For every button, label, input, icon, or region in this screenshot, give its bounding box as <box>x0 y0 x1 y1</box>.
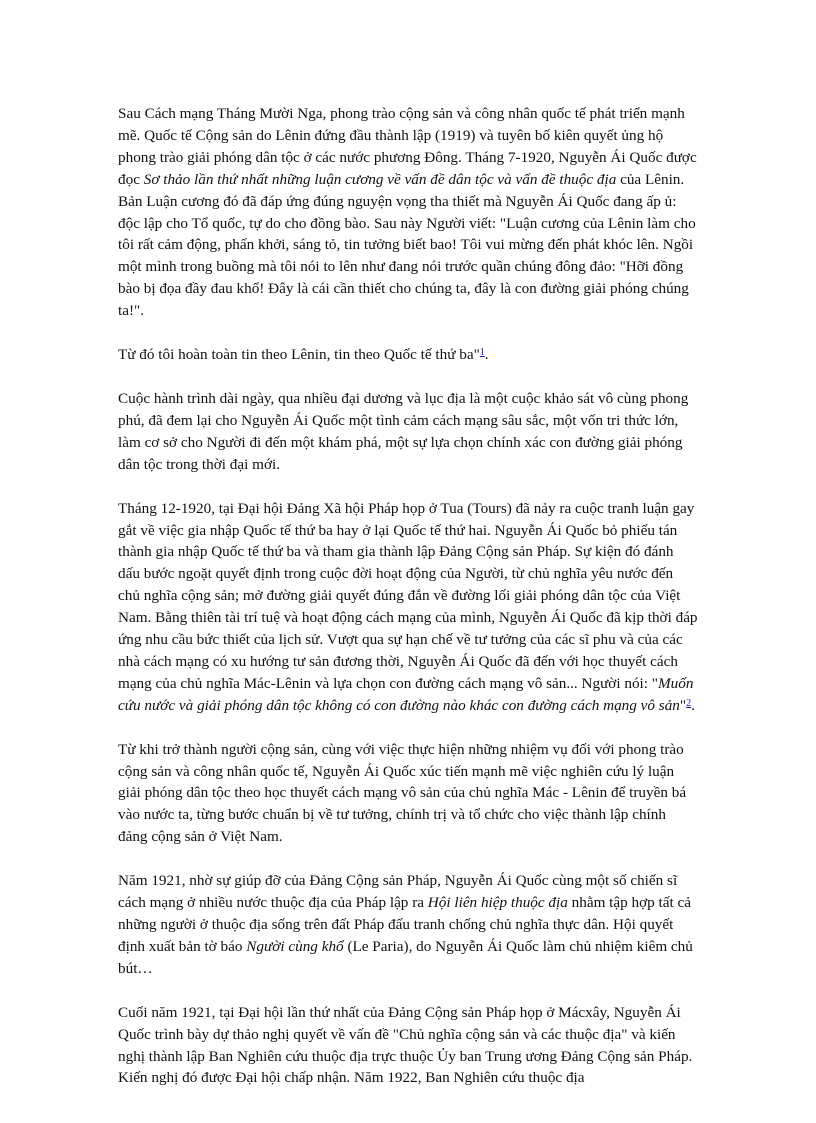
text: (Le Paria), do Nguyễn Ái Quốc làm chủ nhiệm kiêm chủ bút… <box>118 937 693 977</box>
paragraph-tours-congress <box>118 498 698 717</box>
text: Năm 1921, nhờ sự giúp đỡ của Đảng Cộng sản Pháp, Nguyễn Ái Quốc cùng một số chiến sĩ cách mạng ở nhiều nước thuộc địa của Pháp lập ra <box>118 872 678 912</box>
text: Tháng 12-1920, tại Đại hội Đảng Xã hội Pháp họp ở Tua (Tours) đã nảy ra cuộc tranh luận gay gắt về việc gia nhập Quốc tế thứ ba hay ở lại Quốc tế thứ hai. Nguyễn Ái Quốc bỏ phiếu tán thành gia nhập Quốc tế thứ ba và tham gia thành lập Đảng Cộng sản Pháp. Sự kiện đó đánh dấu bước ngoặt quyết định trong cuộc đời hoạt động của Người, từ chủ nghĩa yêu nước đến chủ nghĩa cộng sản; mở đường giải quyết đúng đắn về đường lối giải phóng dân tộc của Việt Nam. Bằng thiên tài trí tuệ và hoạt động cách mạng của mình, Nguyễn Ái Quốc đã kịp thời đáp ứng nhu cầu bức thiết của lịch sử. Vượt qua sự hạn chế về tư tưởng của các sĩ phu và của các nhà cách mạng có xu hướng tư sản đương thời, Nguyễn Ái Quốc đã đến với học thuyết cách mạng của chủ nghĩa Mác-Lênin và lựa chọn con đường cách mạng vô sản... Người nói: " <box>118 499 698 692</box>
text: . <box>484 346 489 364</box>
paragraph-lenin-theses <box>118 103 698 322</box>
text: nhằm tập hợp tất cả những người ở thuộc địa sống trên đất Pháp đấu tranh chống chủ nghĩa thực dân. Hội quyết định xuất bản tờ báo <box>118 894 692 955</box>
paragraph-1921-union <box>118 870 698 980</box>
text: . <box>691 696 695 714</box>
text: Cuối năm 1921, tại Đại hội lần thứ nhất của Đảng Cộng sản Pháp họp ở Mácxây, Nguyễn Ái Quốc trình bày dự thảo nghị quyết về vấn đề "Chủ nghĩa cộng sản và các thuộc địa" và kiến nghị thành lập Ban Nghiên cứu thuộc địa trực thuộc Ủy ban Trung ương Đảng Cộng sản Pháp. Kiến nghị đó được Đại hội chấp nhận. Năm 1922, Ban Nghiên cứu thuộc địa <box>118 1003 693 1087</box>
footnote-link-1[interactable]: 1 <box>479 347 485 359</box>
text: " <box>679 696 687 714</box>
paragraph-communist <box>118 739 698 849</box>
paragraph-quote-end <box>118 344 698 366</box>
text: Sau Cách mạng Tháng Mười Nga, phong trào cộng sản và công nhân quốc tế phát triển mạnh mẽ. Quốc tế Cộng sản do Lênin đứng đầu thành lập (1919) và tuyên bố kiên quyết ủng hộ phong trào giải phóng dân tộc ở các nước phương Đông. Tháng 7-1920, Nguyễn Ái Quốc được đọc <box>118 105 697 188</box>
document-body <box>118 103 698 1111</box>
footnote-link-2[interactable]: 2 <box>686 697 692 709</box>
italic-newspaper-name: Người cùng khổ <box>246 937 344 955</box>
text: Từ khi trở thành người cộng sản, cùng với việc thực hiện những nhiệm vụ đối với phong trào cộng sản và công nhân quốc tế, Nguyễn Ái Quốc xúc tiến mạnh mẽ việc nghiên cứu lý luận giải phóng dân tộc theo học thuyết cách mạng vô sản của chủ nghĩa Mác - Lênin để truyền bá vào nước ta, từng bước chuẩn bị về tư tưởng, chính trị và tổ chức cho việc thành lập chính đảng cộng sản ở Việt Nam. <box>118 740 687 846</box>
italic-org-name: Hội liên hiệp thuộc địa <box>427 894 568 912</box>
paragraph-journey <box>118 388 698 476</box>
text: của Lênin. Bản Luận cương đó đã đáp ứng đúng nguyện vọng tha thiết mà Nguyễn Ái Quốc đang ấp ủ: độc lập cho Tổ quốc, tự do cho đồng bào. Sau này Người viết: "Luận cương của Lênin làm cho tôi rất cảm động, phấn khởi, sáng tỏ, tin tưởng biết bao! Tôi vui mừng đến phát khóc lên. Ngồi một mình trong buồng mà tôi nói to lên như đang nói trước quần chúng đông đảo: "Hỡi đồng bào bị đọa đầy đau khổ! Đây là cái cần thiết cho chúng ta, đây là con đường giải phóng chúng ta!". <box>118 170 696 320</box>
text: Cuộc hành trình dài ngày, qua nhiều đại dương và lục địa là một cuộc khảo sát vô cùng phong phú, đã đem lại cho Nguyễn Ái Quốc một tình cảm cách mạng sâu sắc, một vốn tri thức lớn, làm cơ sở cho Người đi đến một khám phá, một sự lựa chọn chính xác con đường giải phóng dân tộc trong thời đại mới. <box>118 389 689 473</box>
italic-quote: Muốn cứu nước và giải phóng dân tộc không có con đường nào khác con đường cách mạng vô sản <box>118 674 694 714</box>
italic-title: Sơ thảo lần thứ nhất những luận cương về vấn đề dân tộc và vấn đề thuộc địa <box>143 170 617 188</box>
paragraph-marseille <box>118 1002 698 1090</box>
text: Từ đó tôi hoàn toàn tin theo Lênin, tin theo Quốc tế thứ ba" <box>118 346 480 364</box>
